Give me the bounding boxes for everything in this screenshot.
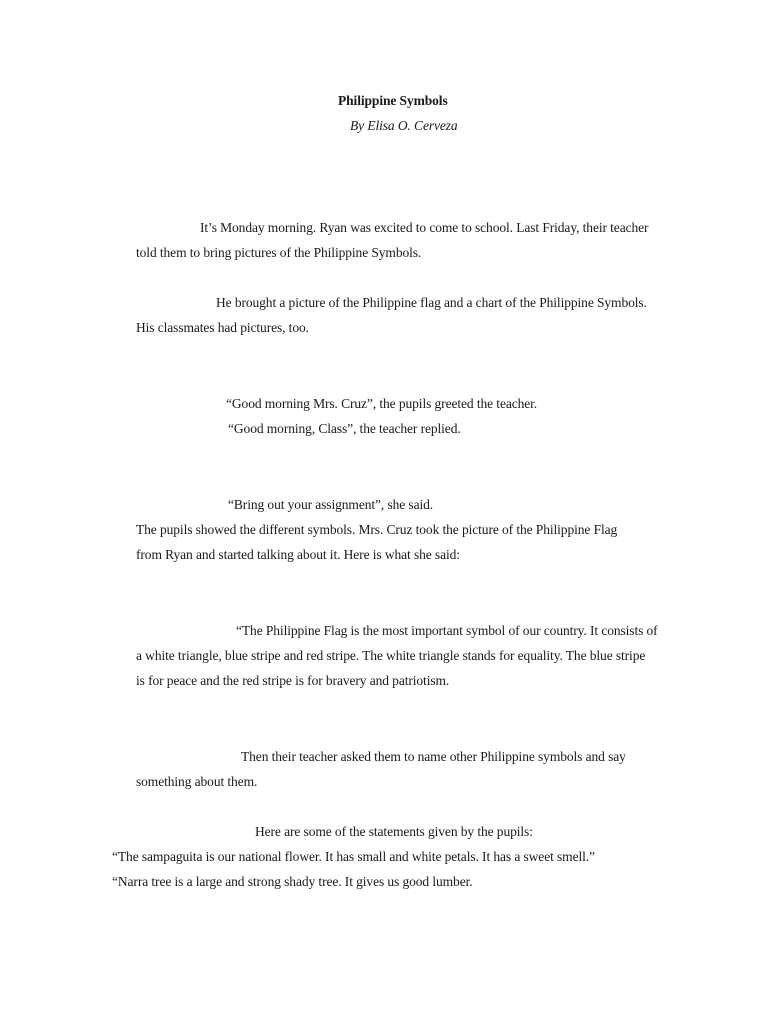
paragraph-line: Here are some of the statements given by the pupils: — [255, 824, 533, 839]
paragraph-line: His classmates had pictures, too. — [136, 320, 309, 335]
quote-line: “The sampaguita is our national flower. It has small and white petals. It has a sweet smell.” — [112, 849, 595, 864]
paragraph-line: “Good morning, Class”, the teacher replied. — [228, 421, 461, 436]
paragraph-line: Then their teacher asked them to name other Philippine symbols and say — [241, 749, 626, 764]
paragraph-line: told them to bring pictures of the Philippine Symbols. — [136, 245, 422, 260]
paragraph-line: a white triangle, blue stripe and red stripe. The white triangle stands for equality. The blue stripe — [136, 648, 646, 663]
paragraph-line: “Bring out your assignment”, she said. — [228, 497, 434, 512]
paragraph-line: It’s Monday morning. Ryan was excited to come to school. Last Friday, their teacher — [200, 220, 649, 235]
paragraph-line: “The Philippine Flag is the most important symbol of our country. It consists of — [236, 623, 658, 638]
paragraph-line: something about them. — [136, 774, 258, 789]
document-title: Philippine Symbols — [338, 93, 448, 108]
document-author: By Elisa O. Cerveza — [350, 118, 458, 133]
paragraph-line: from Ryan and started talking about it. Here is what she said: — [136, 547, 460, 562]
paragraph-line: The pupils showed the different symbols. Mrs. Cruz took the picture of the Philippine Flag — [136, 522, 618, 537]
quote-line: “Narra tree is a large and strong shady tree. It gives us good lumber. — [112, 874, 473, 889]
paragraph-line: is for peace and the red stripe is for bravery and patriotism. — [136, 673, 450, 688]
paragraph-line: “Good morning Mrs. Cruz”, the pupils greeted the teacher. — [226, 396, 538, 411]
paragraph-line: He brought a picture of the Philippine flag and a chart of the Philippine Symbols. — [216, 295, 647, 310]
